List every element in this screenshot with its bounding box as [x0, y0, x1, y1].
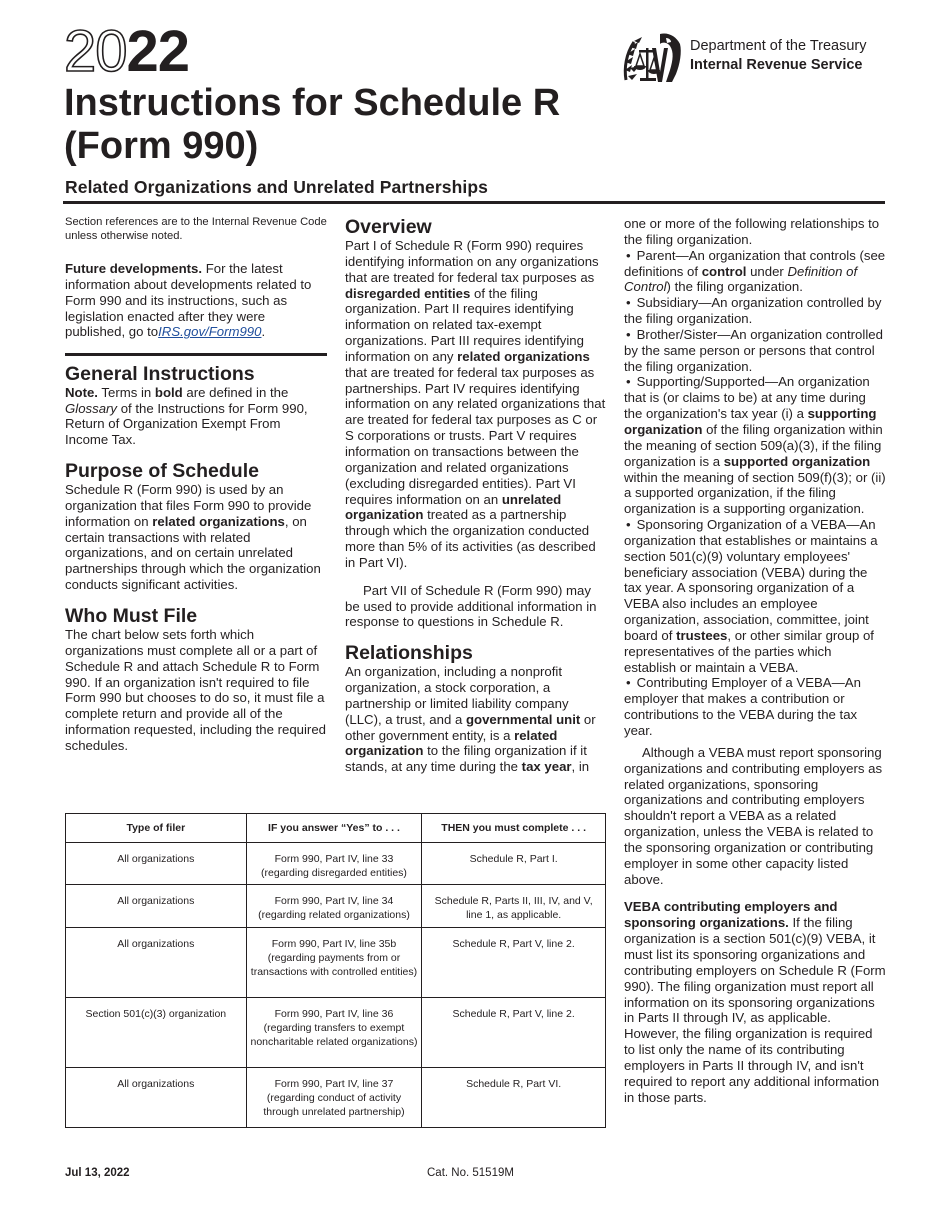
overview-part-vii-paragraph: Part VII of Schedule R (Form 990) may be used to provide additional information in response to questions in Schedule R. — [345, 582, 597, 630]
bullet-brother-sister: • Brother/Sister—An organization controlled by the same person or persons that control the filing organization. — [624, 327, 886, 375]
future-developments-label: Future developments. — [65, 261, 203, 276]
irs-form990-link[interactable]: IRS.gov/Form990 — [158, 324, 262, 340]
bullet-contributing-employer: • Contributing Employer of a VEBA—An employer that makes a contribution or contributions to the VEBA during the tax year. — [624, 675, 886, 738]
document-title — [64, 82, 624, 168]
cell-filer: All organizations — [66, 842, 247, 885]
table-row — [66, 842, 606, 885]
agency-department: Department of the Treasury — [690, 38, 867, 54]
cell-filer: All organizations — [66, 927, 247, 997]
header-rule — [63, 201, 885, 204]
cell-condition: Form 990, Part IV, line 37 (regarding conduct of activity through unrelated partnership) — [246, 1067, 422, 1127]
footer-date: Jul 13, 2022 — [65, 1167, 130, 1179]
bullet-subsidiary: • Subsidiary—An organization controlled by the filing organization. — [624, 295, 886, 327]
irs-eagle-logo-icon — [622, 30, 684, 86]
relationships-heading: Relationships — [345, 642, 473, 665]
cell-condition: Form 990, Part IV, line 33 (regarding disregarded entities) — [246, 842, 422, 885]
footer-catalog-number: Cat. No. 51519M — [427, 1167, 514, 1179]
note-paragraph: Note. Terms in bold are defined in the Glossary of the Instructions for Form 990, Return of Organization Exempt From Income Tax. — [65, 384, 308, 448]
table-row — [66, 927, 606, 997]
cell-filer: All organizations — [66, 1067, 247, 1127]
cell-requirement: Schedule R, Part VI. — [422, 1067, 606, 1127]
year-outline: 20 — [64, 19, 127, 84]
title-line-1: Instructions for Schedule R — [64, 82, 561, 124]
bullet-sponsoring-veba: • Sponsoring Organization of a VEBA—An organization that establishes or maintains a section 501(c)(9) voluntary employees' beneficiary association (VEBA) during the tax year. A sponsoring organization of a VEBA also includes an employee organization, association, committee, joint board of trustees, or other similar group of representatives of the parties which establish or maintain a VEBA. — [624, 517, 886, 675]
cell-filer: Section 501(c)(3) organization — [66, 997, 247, 1067]
header-type-of-filer: Type of filer — [66, 814, 247, 843]
relationships-continued: one or more of the following relationships to the filing organization. — [624, 216, 880, 247]
relationships-paragraph: An organization, including a nonprofit organization, a stock corporation, a partnership or limited liability company (LLC), a trust, and a governmental unit or other government entity, is a related organization to the filing organization if it stands, at any time during the tax year, in — [345, 664, 596, 775]
section-references-note: Section references are to the Internal Revenue Code unless otherwise noted. — [65, 216, 327, 242]
bullet-supporting-supported: • Supporting/Supported—An organization that is (or claims to be) at any time during the organization's tax year (i) a supporting organization of the filing organization within the meaning of section 509(a)(3), if the filing organization is a supported organization within the meaning of section 509(f)(3); or (ii) a supported organization, if the filing organization is a supporting organization. — [624, 374, 886, 517]
cell-condition: Form 990, Part IV, line 35b (regarding payments from or transactions with controlled entities) — [246, 927, 422, 997]
header-if-yes: IF you answer “Yes” to . . . — [246, 814, 422, 843]
table-row — [66, 885, 606, 928]
purpose-paragraph: Schedule R (Form 990) is used by an organization that files Form 990 to provide information on related organizations, on certain transactions with related organizations, and on certain unrelated partnerships through which the organization conducts significant activities. — [65, 482, 321, 593]
agency-block — [622, 30, 867, 86]
cell-requirement: Schedule R, Part I. — [422, 842, 606, 885]
column-3 — [624, 216, 886, 1105]
header-then-complete: THEN you must complete . . . — [422, 814, 606, 843]
purpose-of-schedule-heading: Purpose of Schedule — [65, 460, 259, 483]
who-must-file-paragraph: The chart below sets forth which organizations must complete all or a part of Schedule R and attach Schedule R to Form 990. If an organization isn't required to file Form 990 but chooses to do so, it must file a complete return and provide all of the information requested, including the required schedules. — [65, 627, 326, 753]
overview-paragraph: Part I of Schedule R (Form 990) requires identifying information on any organizations that are treated for federal tax purposes as disregarded entities of the filing organization. Part II requires identifying information on related tax-exempt organizations. Part III requires identifying information on any related organizations that are treated for federal tax purposes as partnerships. Part IV requires identifying information on any related organizations that are treated for federal tax purposes as C or S corporations or trusts. Part V requires information on transactions between the organization and related organizations (excluding disregarded entities). Part VI requires information on an unrelated organization treated as a partnership through which the organization conducted more than 5% of its activities (as described in Part VI). — [345, 238, 606, 570]
overview-heading: Overview — [345, 216, 432, 238]
although-paragraph: Although a VEBA must report sponsoring organizations and contributing employers as related organizations, sponsoring organizations and contributing employers shouldn't report a VEBA as a related organization, unless the VEBA is related to the sponsoring organization or contributing employer in some other capacity listed above. — [624, 744, 883, 887]
cell-requirement: Schedule R, Part V, line 2. — [422, 927, 606, 997]
table-row — [66, 1067, 606, 1127]
cell-requirement: Schedule R, Part V, line 2. — [422, 997, 606, 1067]
agency-irs: Internal Revenue Service — [690, 57, 863, 73]
title-line-2: (Form 990) — [64, 125, 259, 167]
general-instructions-heading: General Instructions — [65, 362, 255, 385]
who-must-file-heading: Who Must File — [65, 605, 198, 627]
section-divider — [65, 353, 327, 356]
cell-requirement: Schedule R, Parts II, III, IV, and V, line 1, as applicable. — [422, 885, 606, 928]
veba-paragraph: VEBA contributing employers and sponsoring organizations. If the filing organization is a section 501(c)(9) VEBA, it must list its sponsoring organizations and contributing employers on Schedule R (Form 990). The filing organization must report all information on its sponsoring organizations in Parts II through IV, as applicable. However, the filing organization is required to list only the name of its contributing employers in Parts II through IV, and isn't required to report any additional information in those parts. — [624, 899, 886, 1105]
year-solid: 22 — [126, 19, 190, 84]
future-developments-paragraph: Future developments. For the latest information about developments related to Form 990 and its instructions, such as legislation enacted after they were published, go toIRS.gov/Form990. — [65, 261, 312, 340]
cell-condition: Form 990, Part IV, line 34 (regarding related organizations) — [246, 885, 422, 928]
who-must-file-table — [65, 813, 606, 1128]
table-header-row — [66, 814, 606, 843]
column-1 — [65, 216, 327, 754]
cell-filer: All organizations — [66, 885, 247, 928]
document-year — [64, 19, 190, 84]
table-row — [66, 997, 606, 1067]
column-2 — [345, 216, 607, 775]
bullet-parent: • Parent—An organization that controls (see definitions of control under Definition of Control) the filing organization. — [624, 248, 886, 296]
cell-condition: Form 990, Part IV, line 36 (regarding transfers to exempt noncharitable related organizations) — [246, 997, 422, 1067]
document-subtitle: Related Organizations and Unrelated Partnerships — [65, 177, 488, 197]
